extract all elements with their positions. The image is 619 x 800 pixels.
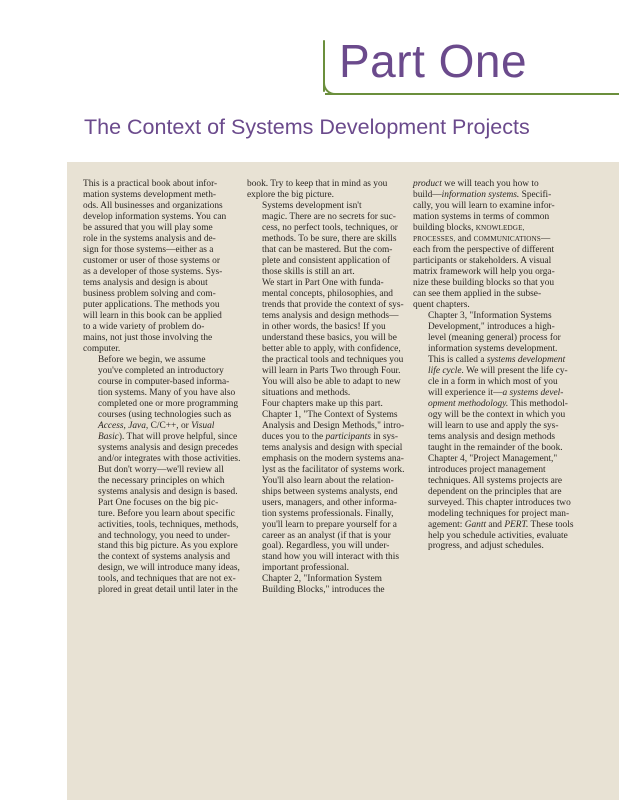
paragraph: Chapter 3, "Information Systems Development," introduces a high- level (meaning general) process for information systems development. This is called a systems development life cycle. We will present the life cy- cle in a form in which most of you will experience it—a systems devel- opment methodology. This methodol- ogy will be the context in which you will learn to use and apply the sys- tems analysis and design methods taught in the remainder of the book. bbox=[428, 310, 568, 453]
text-column-1 bbox=[83, 179, 241, 596]
paragraph: Part One focuses on the big pic- ture. Before you learn about specific activities, tools, techniques, methods, and technology, you need to under- stand this big picture. As you explore the context of systems analysis and design, we will introduce many ideas, tools, and techniques that are not ex- plored in great detail until later in the bbox=[98, 497, 240, 596]
header-rule-horizontal bbox=[325, 93, 619, 95]
part-title: Part One bbox=[339, 35, 528, 87]
text-column-2 bbox=[247, 179, 405, 596]
paragraph: Chapter 4, "Project Management," introduces project management techniques. All systems projects are dependent on the principles that are surveyed. This chapter introduces two modeling techniques for project man- agement: Gantt and PERT. These tools help you schedule activities, evaluate progress, and adjust schedules. bbox=[428, 453, 574, 552]
paragraph: Chapter 2, "Information System Building Blocks," introduces the bbox=[262, 574, 385, 596]
paragraph: book. Try to keep that in mind as you explore the big picture. bbox=[247, 179, 388, 200]
paragraph: This is a practical book about infor- mation systems development meth- ods. All businesses and organizations develop information systems. You can be assured that you will play some role in the systems analysis and de- sign for those systems—either as a customer or user of those systems or as a developer of those systems. Sys- tems analysis and design is about business problem solving and com- puter applications. The methods you will learn in this book can be applied to a wide variety of problem do- mains, not just those involving the computer. bbox=[83, 179, 227, 354]
paragraph: product we will teach you how to build—information systems. Specifi- cally, you will learn to examine infor- mation systems in terms of common building blocks, KNOWLEDGE, PROCESSES, and COMMUNICATIONS— each from the perspective of different participants or stakeholders. A visual matrix framework will help you orga- nize these building blocks so that you can see them applied in the subse- quent chapters. bbox=[413, 179, 555, 310]
paragraph: Four chapters make up this part. Chapter 1, "The Context of Systems Analysis and Design Methods," intro- duces you to the participants in sys- tems analysis and design with special emphasis on the modern systems ana- lyst as the facilitator of systems work. You'll also learn about the relation- ships between systems analysts, end users, managers, and other informa- tion systems professionals. Finally, you'll learn to prepare yourself for a career as an analyst (if that is your goal). Regardless, you will under- stand how you will interact with this important professional. bbox=[262, 398, 405, 574]
paragraph: Systems development isn't magic. There are no secrets for suc- cess, no perfect tools, techniques, or methods. To be sure, there are skills that can be mastered. But the com- plete and consistent application of those skills is still an art. bbox=[262, 200, 398, 277]
text-column-3 bbox=[413, 179, 574, 552]
paragraph: We start in Part One with funda- mental concepts, philosophies, and trends that provide the context of sys- tems analysis and design methods— in other words, the basics! If you understand these basics, you will be better able to apply, with confidence, the practical tools and techniques you will learn in Parts Two through Four. You will also be able to adapt to new situations and methods. bbox=[262, 277, 404, 398]
section-title: The Context of Systems Development Projects bbox=[84, 115, 530, 139]
paragraph: Before we begin, we assume you've completed an introductory course in computer-based informa- tion systems. Many of you have also completed one or more programming courses (using technologies such as Access, Java, C/C++, or Visual Basic). That will prove helpful, since systems analysis and design precedes and/or integrates with those activities. But don't worry—we'll review all the necessary principles on which systems analysis and design is based. bbox=[98, 354, 241, 497]
